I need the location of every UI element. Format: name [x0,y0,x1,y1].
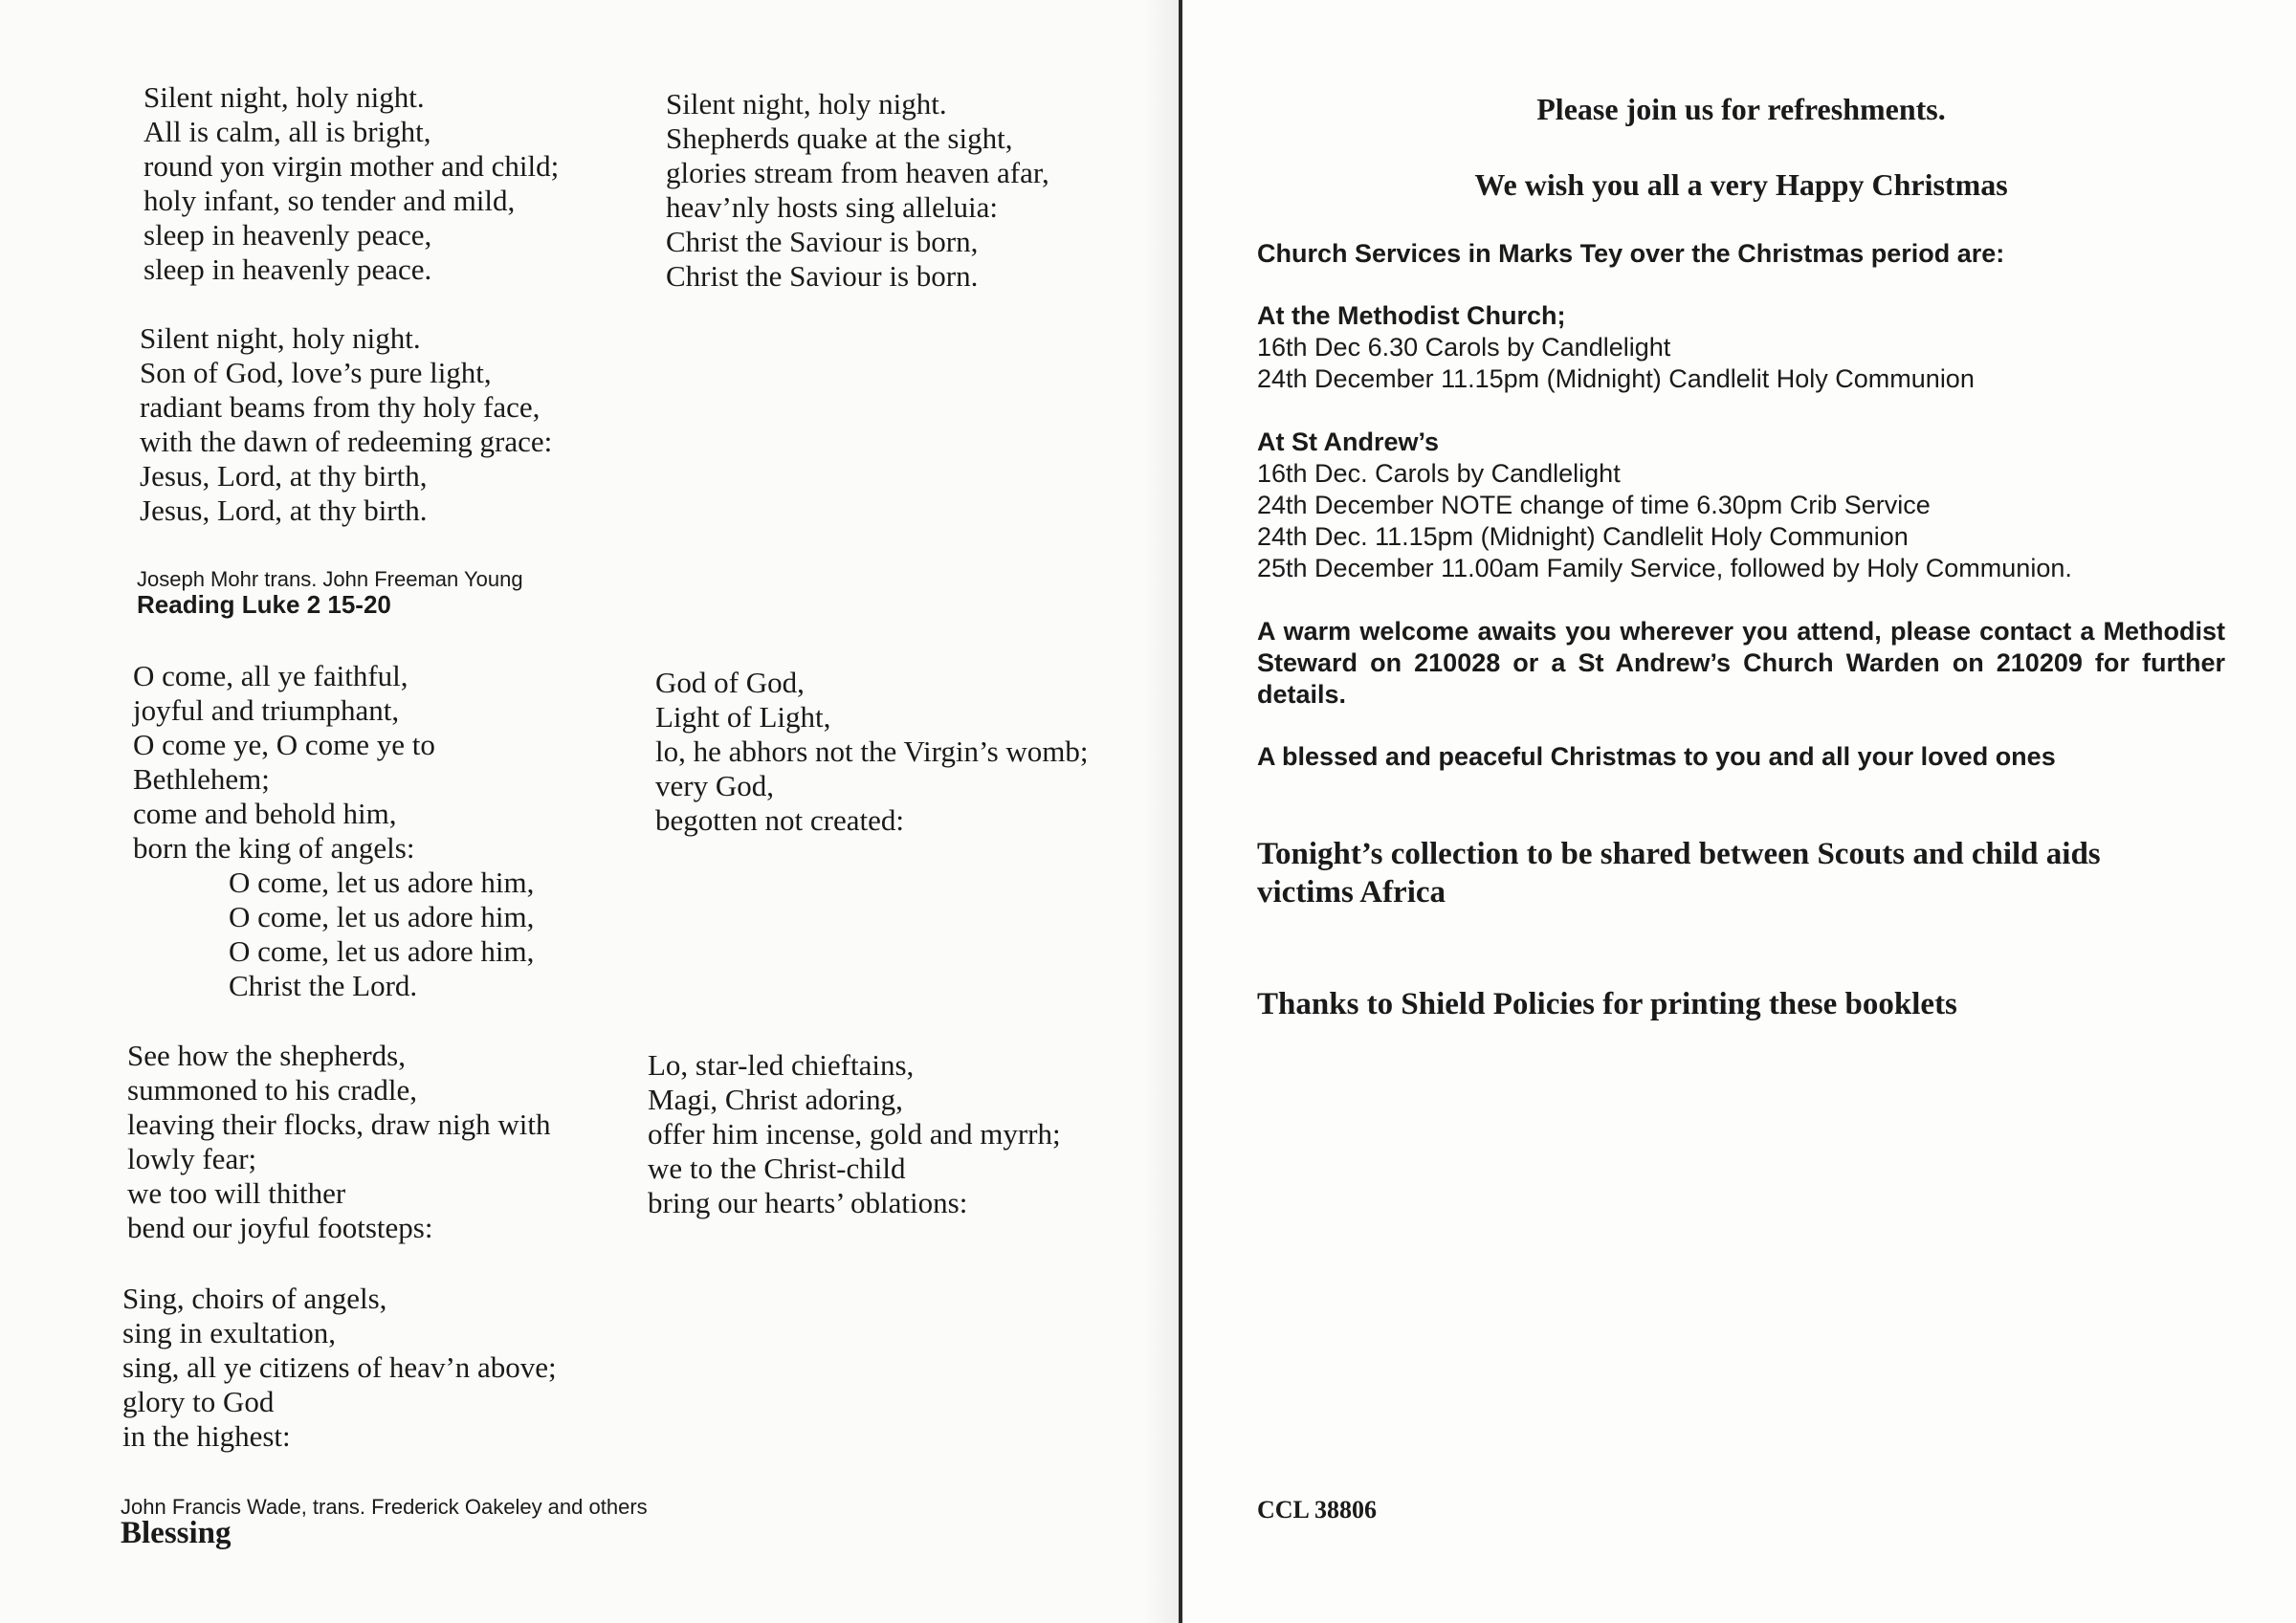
service-item: 16th Dec. Carols by Candlelight [1257,459,1621,488]
service-item: 24th December NOTE change of time 6.30pm Crib Service [1257,491,1931,519]
verse-silent-night-shepherds [666,87,1049,294]
verse-line: Silent night, holy night. [666,87,947,121]
verse-line: round yon virgin mother and child; [144,149,560,183]
verse-line: Silent night, holy night. [140,321,421,355]
st-andrews-heading: At St Andrew’s [1257,428,1440,456]
verse-line: radiant beams from thy holy face, [140,390,541,424]
service-item: 24th December 11.15pm (Midnight) Candlelit Holy Communion [1257,364,1975,393]
refreshments-heading: Please join us for refreshments. [1536,92,1946,126]
verse-line: Bethlehem; [133,762,270,796]
verse-line: O come, all ye faithful, [133,659,408,692]
chorus-line: O come, let us adore him, [229,900,535,933]
services-intro: Church Services in Marks Tey over the Christmas period are: [1257,239,2005,268]
blessing-heading: Blessing [121,1516,232,1550]
verse-line: Lo, star-led chieftains, [648,1048,915,1082]
verse-line: bend our joyful footsteps: [127,1211,433,1244]
verse-line: joyful and triumphant, [133,693,400,727]
verse-line: Christ the Saviour is born, [666,225,979,258]
verse-line: lo, he abhors not the Virgin’s womb; [655,735,1089,768]
verse-line: O come ye, O come ye to [133,728,435,761]
verse-line: bring our hearts’ oblations: [648,1186,968,1219]
verse-god-of-god [655,666,1089,838]
service-item: 24th Dec. 11.15pm (Midnight) Candlelit Holy Communion [1257,522,1909,551]
verse-line: sleep in heavenly peace. [144,252,432,286]
welcome-note: A warm welcome awaits you wherever you attend, please contact a Methodist Steward on 210028 or a St Andrew’s Church Warden on 210209 for further details. [1257,617,2225,709]
booklet-spine [1179,0,1182,1623]
verse-line: sing, all ye citizens of heav’n above; [122,1350,557,1384]
verse-line: Light of Light, [655,700,831,734]
verse-line: summoned to his cradle, [127,1073,418,1107]
st-andrews-services [1257,427,2072,584]
verse-line: Shepherds quake at the sight, [666,121,1013,155]
verse-line: All is calm, all is bright, [144,115,431,148]
credit-silent-night: Joseph Mohr trans. John Freeman Young [137,567,523,591]
verse-silent-night-son [140,321,552,528]
verse-line: Magi, Christ adoring, [648,1083,903,1116]
spine-shadow [1144,0,1179,1623]
verse-line: leaving their flocks, draw nigh with [127,1108,551,1141]
verse-line: we to the Christ-child [648,1151,906,1185]
verse-o-come-faithful [133,659,534,1003]
ccl-licence: CCL 38806 [1257,1496,1377,1524]
methodist-heading: At the Methodist Church; [1257,301,1566,330]
verse-line: we too will thither [127,1176,346,1210]
verse-line: Jesus, Lord, at thy birth, [140,459,428,493]
verse-line: lowly fear; [127,1142,257,1175]
christmas-wish-heading: We wish you all a very Happy Christmas [1474,167,2008,202]
service-item: 16th Dec 6.30 Carols by Candlelight [1257,333,1671,362]
verse-line: sing in exultation, [122,1316,337,1349]
verse-see-shepherds [127,1039,551,1245]
verse-line: Sing, choirs of angels, [122,1282,387,1315]
verse-line: with the dawn of redeeming grace: [140,425,553,458]
verse-line: God of God, [655,666,805,699]
verse-star-led [648,1048,1061,1220]
service-item: 25th December 11.00am Family Service, followed by Holy Communion. [1257,554,2072,582]
verse-line: Christ the Saviour is born. [666,259,979,293]
verse-line: sleep in heavenly peace, [144,218,432,252]
chorus-line: Christ the Lord. [229,969,418,1002]
blessed-christmas-note: A blessed and peaceful Christmas to you and all your loved ones [1257,742,2056,771]
verse-line: holy infant, so tender and mild, [144,184,516,217]
thanks-note: Thanks to Shield Policies for printing these booklets [1257,987,1957,1021]
verse-line: Son of God, love’s pure light, [140,356,492,389]
verse-line: Jesus, Lord, at thy birth. [140,493,428,527]
verse-line: glory to God [122,1385,275,1418]
verse-line: offer him incense, gold and myrrh; [648,1117,1061,1151]
reading-heading: Reading Luke 2 15-20 [137,590,391,619]
verse-line: Silent night, holy night. [144,80,425,114]
verse-line: born the king of angels: [133,831,415,865]
verse-line: heav’nly hosts sing alleluia: [666,190,998,224]
verse-line: come and behold him, [133,797,397,830]
methodist-services [1257,300,1975,395]
verse-sing-choirs [122,1282,557,1454]
chorus-line: O come, let us adore him, [229,866,535,899]
collection-note: Tonight’s collection to be shared between Scouts and child aids victims Africa [1257,837,2101,910]
chorus-line: O come, let us adore him, [229,934,535,968]
verse-line: glories stream from heaven afar, [666,156,1049,189]
verse-line: See how the shepherds, [127,1039,406,1072]
verse-line: very God, [655,769,774,802]
verse-silent-night-calm [144,80,559,287]
verse-line: begotten not created: [655,803,904,837]
verse-line: in the highest: [122,1419,291,1453]
credit-o-come: John Francis Wade, trans. Frederick Oakeley and others [121,1495,648,1519]
